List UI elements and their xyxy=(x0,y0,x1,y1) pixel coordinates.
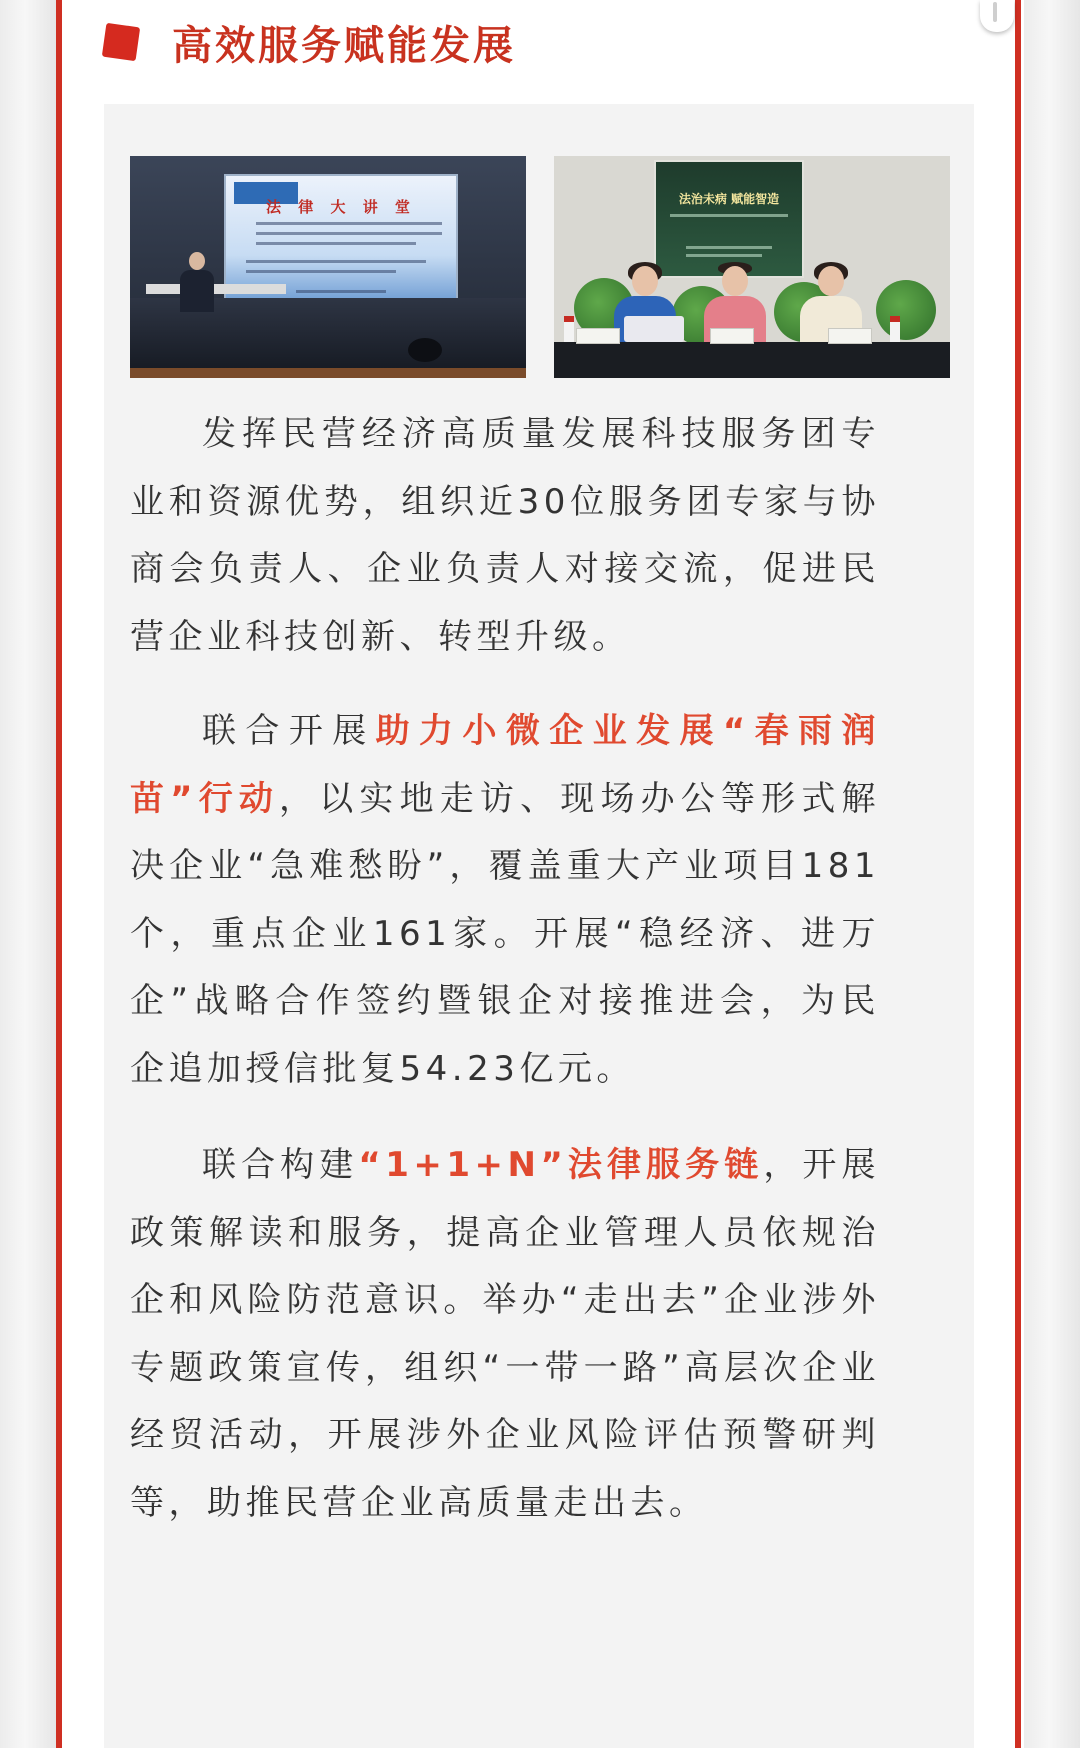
left-gutter xyxy=(0,0,56,1748)
paragraph-text: ，以实地走访、现场办公等形式解决企业“急难愁盼”，覆盖重大产业项目181个，重点企业161家。开展“稳经济、进万企”战略合作签约暨银企对接推进会，为民企追加授信批复54.23亿元。 xyxy=(130,778,880,1089)
lecture-photo[interactable] xyxy=(130,156,526,378)
highlight-text: “1+1+N”法律服务链 xyxy=(358,1145,764,1185)
screen-text-line xyxy=(246,270,396,273)
projection-screen xyxy=(654,160,804,278)
content-card xyxy=(104,104,974,1748)
red-square-icon xyxy=(102,23,140,61)
screen-text-line xyxy=(670,214,788,217)
panel-photo[interactable] xyxy=(554,156,950,378)
screen-title: 法治未病 赋能智造 xyxy=(678,192,780,206)
right-frame-line xyxy=(1015,0,1021,1748)
water-bottle xyxy=(890,316,900,342)
left-frame-line xyxy=(56,0,62,1748)
screen-text-line xyxy=(686,254,762,257)
laptop xyxy=(624,316,684,342)
section-heading xyxy=(104,14,516,70)
plant-decor xyxy=(876,280,936,340)
speaker-head xyxy=(189,252,205,270)
paragraph-text: 发挥民营经济高质量发展科技服务团专业和资源优势，组织近30位服务团专家与协商会负责人、企业负责人对接交流，促进民营企业科技创新、转型升级。 xyxy=(130,414,880,657)
screen-text-line xyxy=(686,246,772,249)
paragraph-tech-service xyxy=(130,401,880,671)
right-gutter xyxy=(1024,0,1080,1748)
paragraph-lead: 联合构建 xyxy=(202,1145,359,1185)
paragraph-lead: 联合开展 xyxy=(202,711,376,751)
highlight-text: 助力小微企业发展“春雨润苗”行动 xyxy=(130,711,880,819)
water-bottle xyxy=(564,316,574,342)
nameplate xyxy=(576,328,620,344)
paragraph-spring-rain xyxy=(130,698,880,1103)
paragraph-legal-chain xyxy=(130,1132,880,1537)
paragraph-text: ，开展政策解读和服务，提高企业管理人员依规治企和风险防范意识。举办“走出去”企业涉外专题政策宣传，组织“一带一路”高层次企业经贸活动，开展涉外企业风险评估预警研判等，助推民营企业高质量走出去。 xyxy=(130,1145,881,1523)
screen-text-line xyxy=(256,242,416,245)
speaker-figure xyxy=(180,252,214,312)
panelist-head xyxy=(632,266,658,296)
screen-text-line xyxy=(256,232,442,235)
floor-strip xyxy=(130,368,526,378)
panel-table xyxy=(554,342,950,378)
screen-text-line xyxy=(246,260,426,263)
screen-text-line xyxy=(296,290,386,293)
panelist-head xyxy=(722,266,748,296)
screen-text-line xyxy=(256,222,442,225)
podium-table xyxy=(146,284,286,294)
camera-icon xyxy=(408,338,442,362)
section-title: 高效服务赋能发展 xyxy=(172,22,516,69)
music-icon[interactable] xyxy=(980,0,1014,32)
panelist-head xyxy=(818,266,844,296)
screen-title: 法 律 大 讲 堂 xyxy=(266,198,416,216)
nameplate xyxy=(710,328,754,344)
nameplate xyxy=(828,328,872,344)
speaker-body xyxy=(180,270,214,312)
